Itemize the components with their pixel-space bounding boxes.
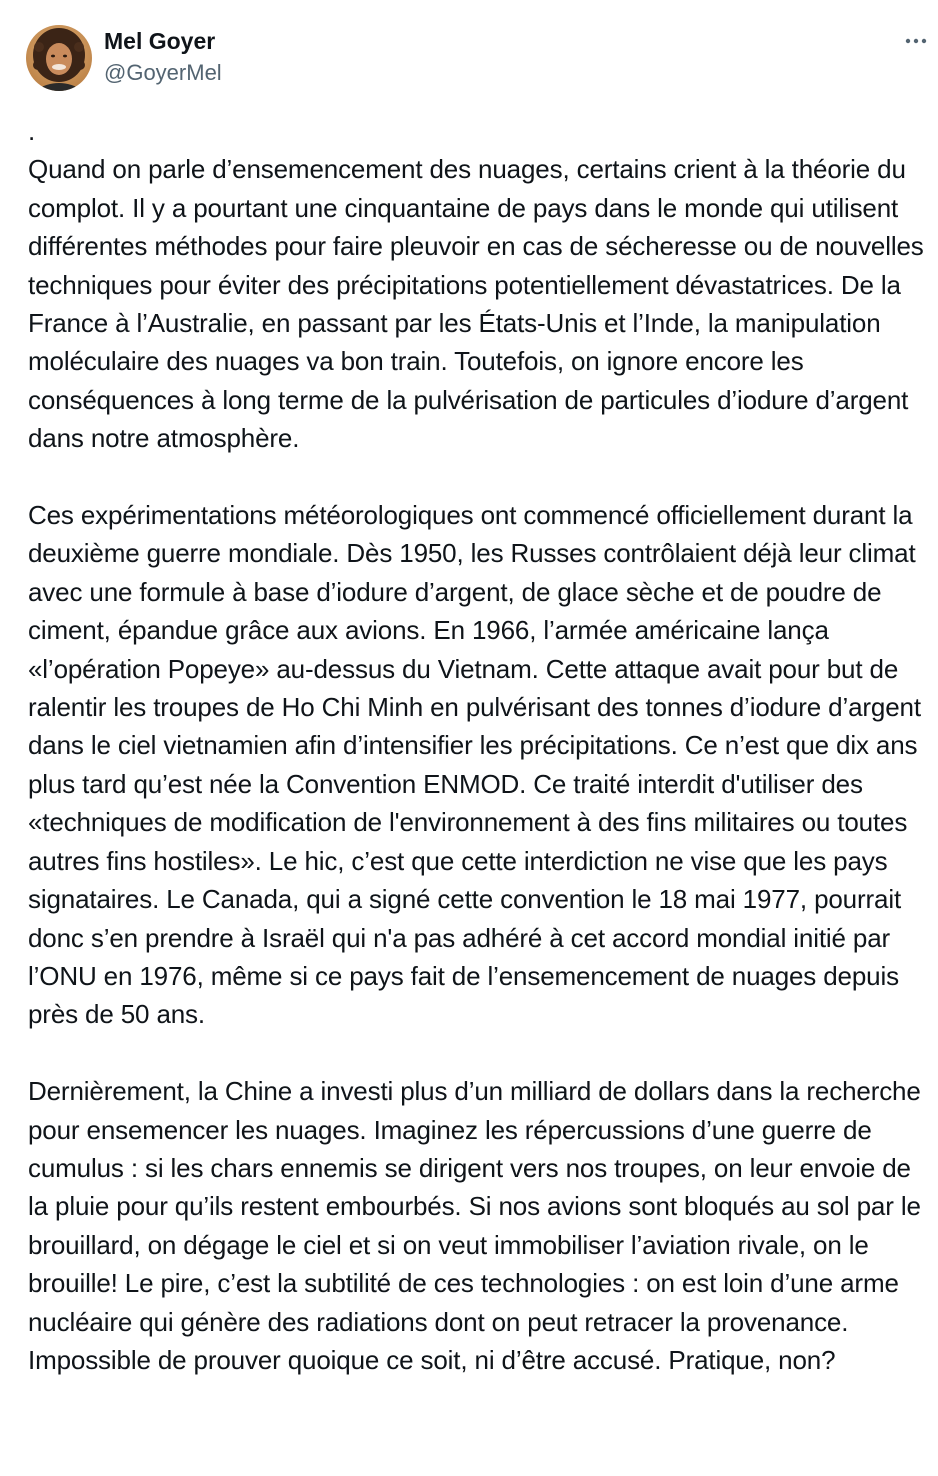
tweet-paragraph: . <box>28 116 36 146</box>
avatar-photo-icon <box>26 25 92 91</box>
tweet-paragraph: Dernièrement, la Chine a investi plus d’un milliard de dollars dans la recherche pour ensemencer les nuages. Imaginez les répercussions d’une guerre de cumulus : si les chars ennemis se dirigent vers nos troupes, on leur envoie de la pluie pour qu’ils restent embourbés. Si nos avions sont bloqués au sol par le brouillard, on dégage le ciel et si on veut immobiliser l’aviation rivale, on le brouille! Le pire, c’est la subtilité de ces technologies : on est loin d’une arme nucléaire qui génère des radiations dont on peut retracer la provenance. Impossible de prouver quoique ce soit, ni d’être accusé. Pratique, non? <box>28 1076 921 1375</box>
more-horizontal-icon <box>898 26 934 56</box>
paragraph-spacer <box>28 458 928 496</box>
more-options-button[interactable] <box>898 26 934 56</box>
paragraph-spacer <box>28 1034 928 1072</box>
tweet-text <box>28 112 928 1379</box>
tweet-paragraph: Quand on parle d’ensemencement des nuages, certains crient à la théorie du complot. Il y a pourtant une cinquantaine de pays dans le monde qui utilisent différentes méthodes pour faire pleuvoir en cas de sécheresse ou de nouvelles techniques pour éviter des précipitations potentiellement dévastatrices. De la France à l’Australie, en passant par les États-Unis et l’Inde, la manipulation moléculaire des nuages va bon train. Toutefois, on ignore encore les conséquences à long terme de la pulvérisation de particules d’iodure d’argent dans notre atmosphère. <box>28 154 924 454</box>
author-handle[interactable]: @GoyerMel <box>104 60 222 85</box>
author-avatar[interactable] <box>26 25 92 91</box>
tweet-paragraph: Ces expérimentations météorologiques ont commencé officiellement durant la deuxième guerre mondiale. Dès 1950, les Russes contrôlaient déjà leur climat avec une formule à base d’iodure d’argent, de glace sèche et de poudre de ciment, épandue grâce aux avions. En 1966, l’armée américaine lança «l’opération Popeye» au-dessus du Vietnam. Cette attaque avait pour but de ralentir les troupes de Ho Chi Minh en pulvérisant des tonnes d’iodure d’argent dans le ciel vietnamien afin d’intensifier les précipitations. Ce n’est que dix ans plus tard qu’est née la Convention ENMOD. Ce traité interdit d'utiliser des «techniques de modification de l'environnement à des fins militaires ou toutes autres fins hostiles». Le hic, c’est que cette interdiction ne vise que les pays signataires. Le Canada, qui a signé cette convention le 18 mai 1977, pourrait donc s’en prendre à Israël qui n'a pas adhéré à cet accord mondial initié par l’ONU en 1976, même si ce pays fait de l’ensemencement de nuages depuis près de 50 ans. <box>28 500 921 1030</box>
author-name[interactable]: Mel Goyer <box>104 28 216 54</box>
